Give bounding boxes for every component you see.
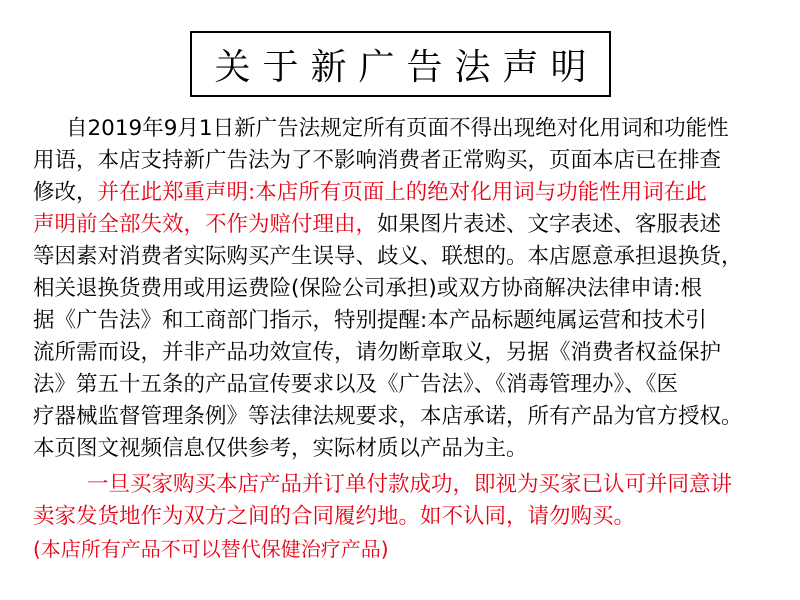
text-line-10	[33, 401, 743, 433]
line-2-text: 用语，本店支持新广告法为了不影响消费者正常购买，页面本店已在排查	[33, 148, 722, 173]
line-8-text: 流所需而设，并非产品功效宣传，请勿断章取义，另据《消费者权益保护	[33, 340, 722, 365]
text-line-12	[87, 469, 732, 501]
text-line-6	[33, 273, 702, 305]
line-14-red-text: (本店所有产品不可以替代保健治疗产品)	[33, 537, 389, 561]
text-line-5	[33, 241, 743, 273]
line-1-text: 自2019年9月1日新广告法规定所有页面不得出现绝对化用词和功能性	[66, 116, 729, 141]
text-line-8	[33, 337, 721, 369]
line-13-red-text: 卖家发货地作为双方之间的合同履约地。如不认同，请勿购买。	[33, 504, 636, 529]
line-6-text: 相关退换货费用或用运费险(保险公司承担)或双方协商解决法律申请:根	[33, 276, 703, 301]
line-4-red-text: 声明前全部失效，不作为赔付理由，	[33, 212, 378, 237]
text-line-11	[33, 433, 528, 465]
text-line-1	[66, 113, 729, 145]
line-9-text: 法》第五十五条的产品宣传要求以及《广告法》、《消毒管理办》、《医	[33, 372, 679, 397]
text-line-7	[33, 305, 707, 337]
text-line-4	[33, 209, 721, 241]
line-3-red-text: 并在此郑重声明:本店所有页面上的绝对化用词与功能性用词在此	[97, 180, 707, 205]
page-title: 关于新广告法声明	[214, 46, 599, 88]
title-box	[190, 31, 611, 97]
line-3-text: 修改，	[33, 180, 98, 205]
line-11-text: 本页图文视频信息仅供参考，实际材质以产品为主。	[33, 436, 528, 461]
text-line-14	[33, 533, 389, 565]
line-5-text: 等因素对消费者实际购买产生误导、歧义、联想的。本店愿意承担退换货，	[33, 244, 743, 269]
text-line-9	[33, 369, 678, 401]
text-line-13	[33, 501, 635, 533]
line-7-text: 据《广告法》和工商部门指示，特别提醒:本产品标题纯属运营和技术引	[33, 308, 707, 333]
line-12-red-text: 一旦买家购买本店产品并订单付款成功，即视为买家已认可并同意讲	[87, 472, 733, 497]
text-line-2	[33, 145, 721, 177]
line-10-text: 疗器械监督管理条例》等法律法规要求，本店承诺，所有产品为官方授权。	[33, 404, 743, 429]
text-line-3	[33, 177, 707, 209]
line-4-text: 如果图片表述、文字表述、客服表述	[377, 212, 722, 237]
